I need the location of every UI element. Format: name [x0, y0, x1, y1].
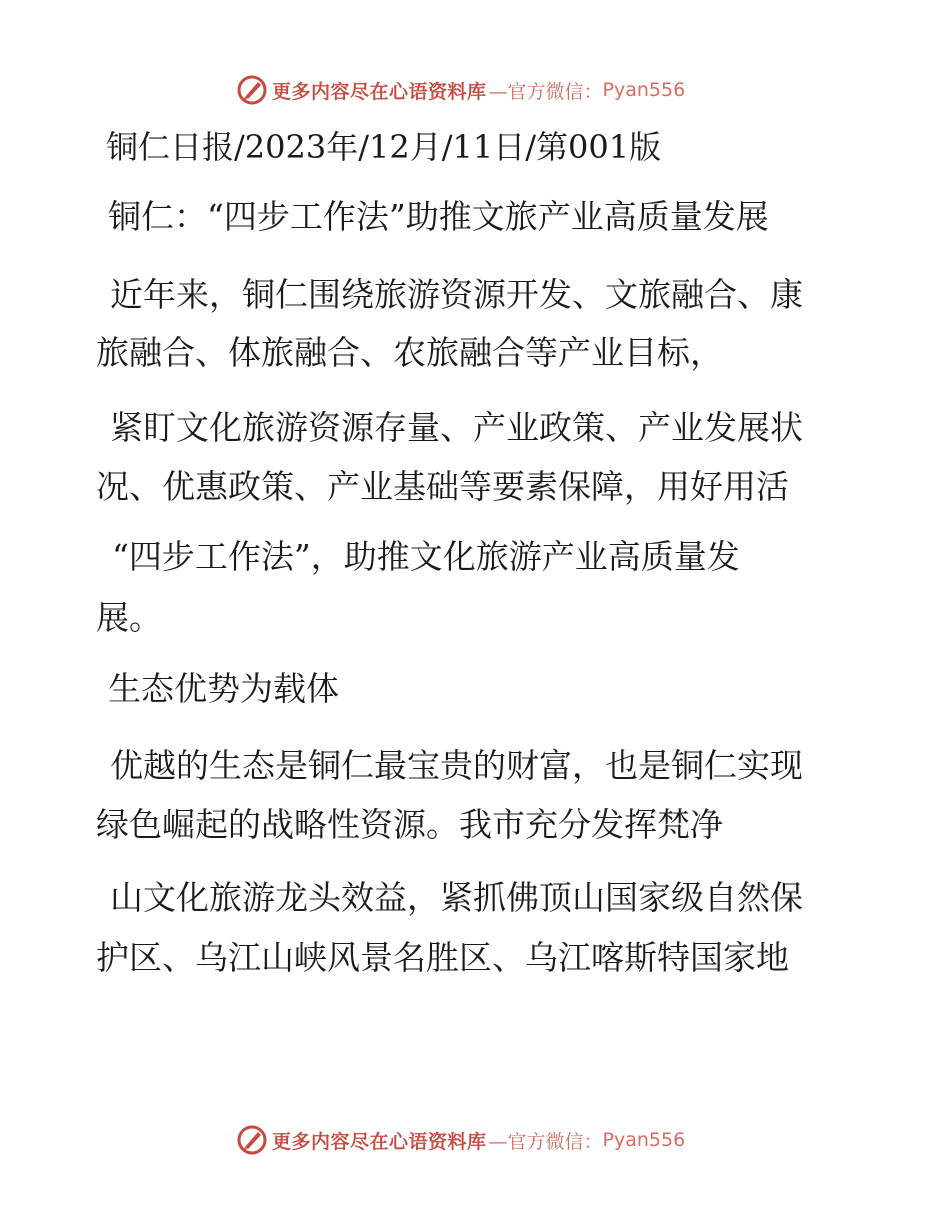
- text-line: 近年来，铜仁围绕旅游资源开发、文旅融合、康: [110, 275, 803, 314]
- watermark-text: 更多内容尽在心语资料库: [272, 80, 487, 103]
- watermark-id: Pyan556: [602, 1129, 686, 1151]
- text-line: 紧盯文化旅游资源存量、产业政策、产业发展状: [110, 408, 803, 447]
- masthead-line: 铜仁日报/2023年/12月/11日/第001版: [106, 128, 662, 166]
- watermark-text: 更多内容尽在心语资料库: [272, 1130, 487, 1153]
- watermark-id: Pyan556: [602, 79, 686, 101]
- text-line: “四步工作法”，助推文化旅游产业高质量发: [112, 537, 740, 576]
- text-line: 优越的生态是铜仁最宝贵的财富，也是铜仁实现: [110, 746, 803, 785]
- text-line: 况、优惠政策、产业基础等要素保障，用好用活: [96, 467, 789, 506]
- text-line: 绿色崛起的战略性资源。我市充分发挥梵净: [96, 805, 723, 844]
- footer-watermark: [236, 1122, 685, 1158]
- article-title: 铜仁：“四步工作法”助推文旅产业高质量发展: [108, 197, 769, 236]
- text-line: 展。: [96, 598, 162, 637]
- header-watermark: [236, 72, 685, 108]
- text-line: 旅融合、体旅融合、农旅融合等产业目标，: [96, 333, 723, 372]
- text-line: 护区、乌江山峡风景名胜区、乌江喀斯特国家地: [96, 938, 789, 977]
- watermark-separator: —官方微信：: [488, 1130, 603, 1153]
- quill-pen-logo-icon: [236, 74, 268, 106]
- watermark-separator: —官方微信：: [488, 80, 603, 103]
- quill-pen-logo-icon: [236, 1124, 268, 1156]
- text-line: 山文化旅游龙头效益，紧抓佛顶山国家级自然保: [110, 878, 803, 917]
- section-heading: 生态优势为载体: [108, 669, 339, 708]
